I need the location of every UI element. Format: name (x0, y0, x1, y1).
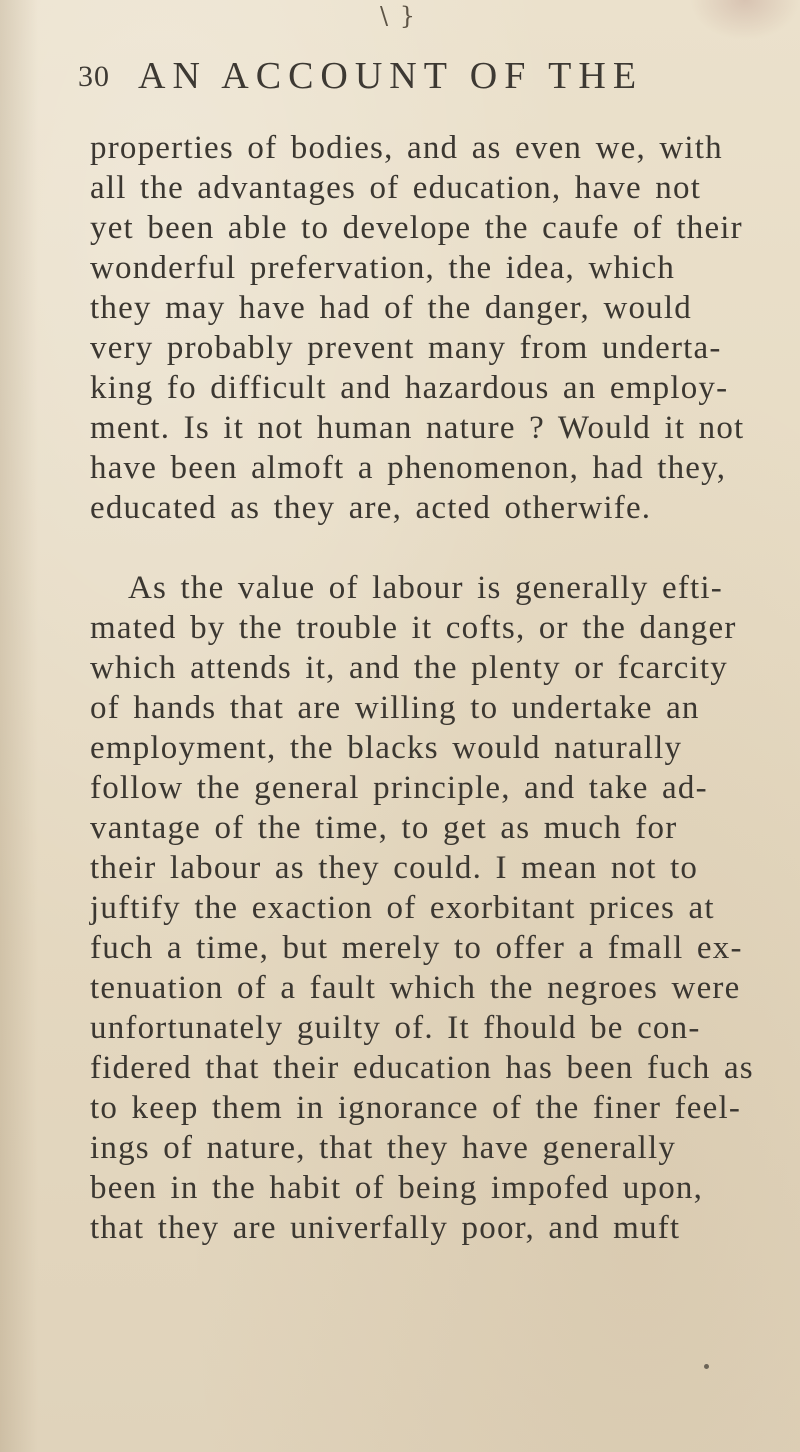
text-line: that they are univerfally poor, and muft (90, 1210, 681, 1246)
text-line: As the value of labour is generally efti- (128, 570, 723, 606)
text-line: have been almoft a phenomenon, had they, (90, 450, 727, 486)
paragraph-1 (90, 128, 792, 528)
text-line: fidered that their education has been fuch as (90, 1050, 754, 1086)
text-line: their labour as they could. I mean not to (90, 850, 699, 886)
text-line: to keep them in ignorance of the finer feel- (90, 1090, 742, 1126)
paragraph-2 (90, 568, 792, 1248)
text-line: vantage of the time, to get as much for (90, 810, 678, 846)
text-line: properties of bodies, and as even we, with (90, 130, 723, 166)
text-line: mated by the trouble it cofts, or the danger (90, 610, 737, 646)
body-text (90, 128, 792, 1248)
paragraph-gap (90, 528, 792, 568)
top-mark: \ } (380, 2, 417, 30)
text-line: king fo difficult and hazardous an employ- (90, 370, 729, 406)
text-line: which attends it, and the plenty or fcarcity (90, 650, 728, 686)
text-line: been in the habit of being impofed upon, (90, 1170, 704, 1206)
page-header (78, 48, 758, 100)
text-line: all the advantages of education, have not (90, 170, 702, 206)
text-line: fuch a time, but merely to offer a fmall ex- (90, 930, 743, 966)
text-line: juftify the exaction of exorbitant prices at (90, 890, 715, 926)
text-line: very probably prevent many from underta- (90, 330, 722, 366)
page-number: 30 (78, 60, 110, 93)
gutter-shadow (0, 0, 38, 1452)
text-line: they may have had of the danger, would (90, 290, 692, 326)
text-line: ings of nature, that they have generally (90, 1130, 677, 1166)
running-head: AN ACCOUNT OF THE (138, 55, 644, 97)
text-line: follow the general principle, and take ad- (90, 770, 708, 806)
text-line: educated as they are, acted otherwife. (90, 490, 652, 526)
text-line: ment. Is it not human nature ? Would it not (90, 410, 745, 446)
text-line: tenuation of a fault which the negroes were (90, 970, 741, 1006)
paper-stain (690, 0, 800, 40)
ink-dot (704, 1364, 709, 1369)
text-line: unfortunately guilty of. It fhould be con- (90, 1010, 701, 1046)
text-line: employment, the blacks would naturally (90, 730, 683, 766)
text-line: yet been able to develope the caufe of their (90, 210, 743, 246)
text-line: of hands that are willing to undertake an (90, 690, 700, 726)
text-line: wonderful prefervation, the idea, which (90, 250, 676, 286)
